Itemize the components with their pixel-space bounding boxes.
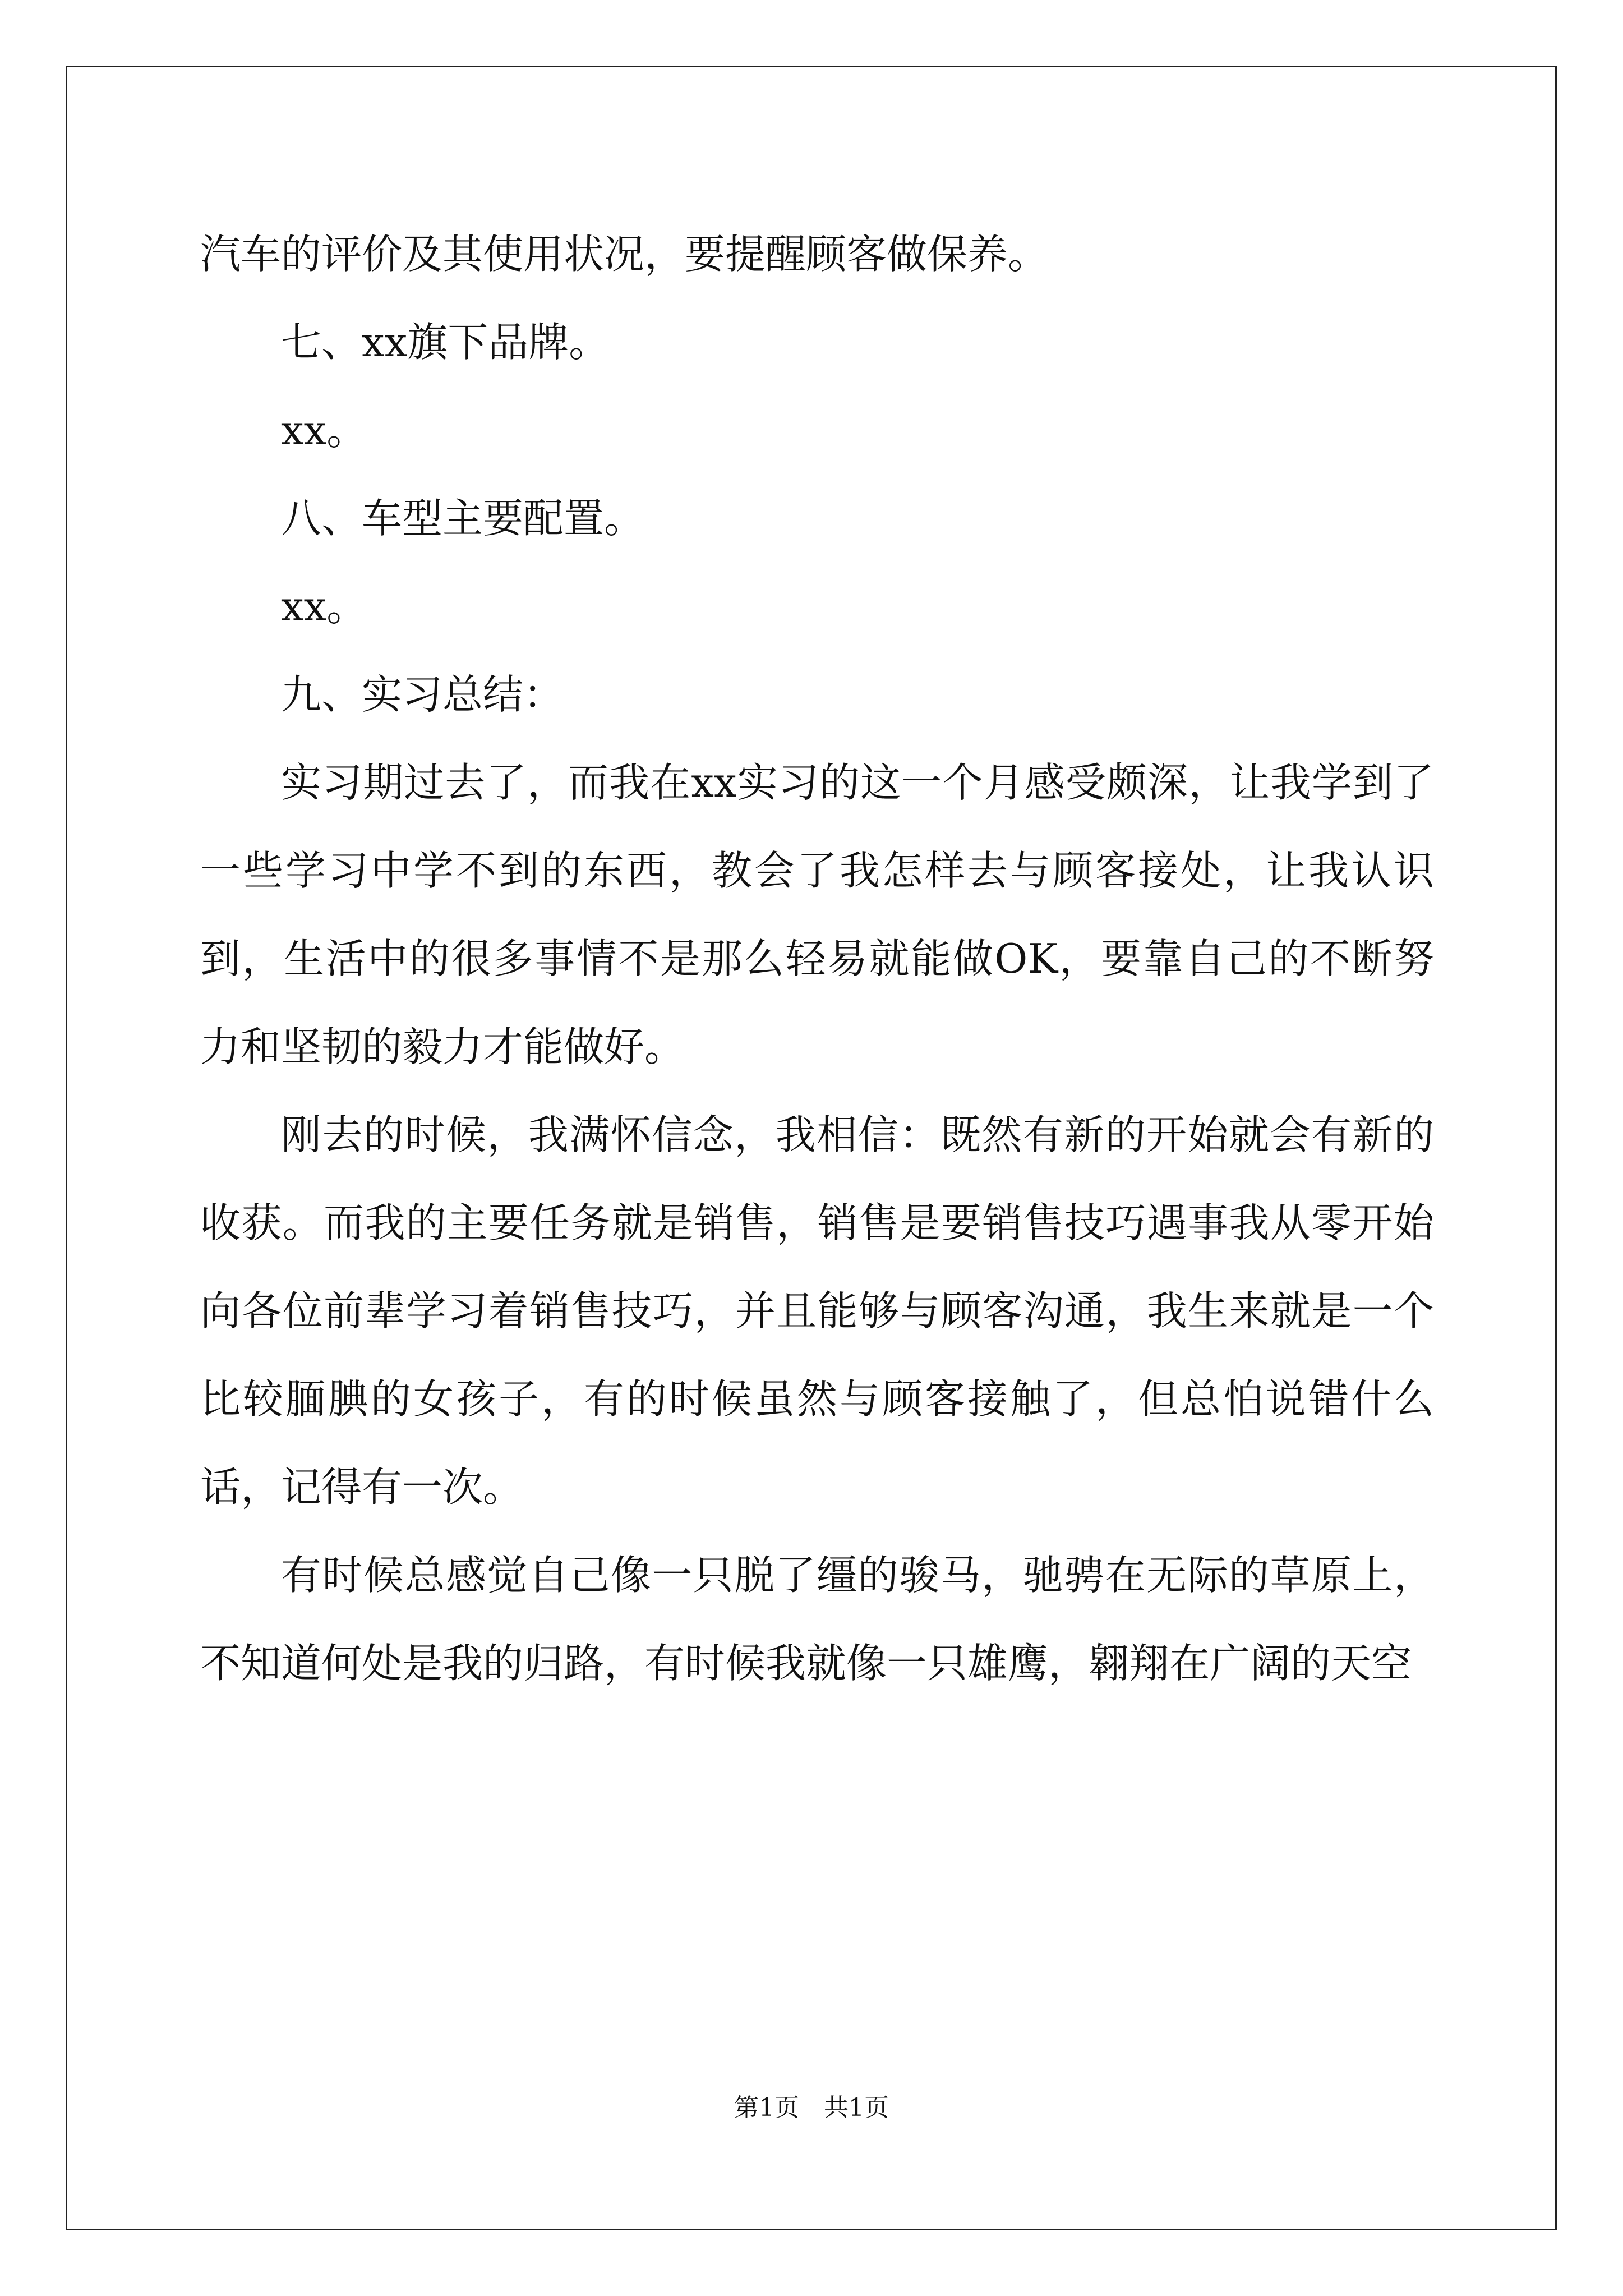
paragraph-summary-3: 有时候总感觉自己像一只脱了缰的骏马，驰骋在无际的草原上，不知道何处是我的归路，有时候我就像一只雄鹰，翱翔在广阔的天空 <box>200 1552 1434 1687</box>
paragraph-brands-value: xx。 <box>281 407 367 454</box>
heading-summary: 九、实习总结： <box>281 671 564 718</box>
heading-configuration: 八、车型主要配置。 <box>281 495 645 542</box>
heading-brands: 七、xx旗下品牌。 <box>281 319 610 366</box>
paragraph-configuration-value: xx。 <box>281 583 367 630</box>
document-body <box>200 210 1434 1708</box>
page-number: 第1页 共1页 <box>734 2093 889 2122</box>
paragraph-summary-2: 刚去的时候，我满怀信念，我相信：既然有新的开始就会有新的收获。而我的主要任务就是销售，销售是要销售技巧遇事我从零开始向各位前辈学习着销售技巧，并且能够与顾客沟通，我生来就是一个比较腼腆的女孩子，有的时候虽然与顾客接触了，但总怕说错什么话，记得有一次。 <box>200 1111 1434 1511</box>
paragraph-1: 汽车的评价及其使用状况，要提醒顾客做保养。 <box>200 231 1049 278</box>
paragraph-summary-1: 实习期过去了，而我在xx实习的这一个月感受颇深，让我学到了一些学习中学不到的东西，教会了我怎样去与顾客接处，让我认识到，生活中的很多事情不是那么轻易就能做OK，要靠自己的不断努力和坚韧的毅力才能做好。 <box>200 759 1434 1070</box>
